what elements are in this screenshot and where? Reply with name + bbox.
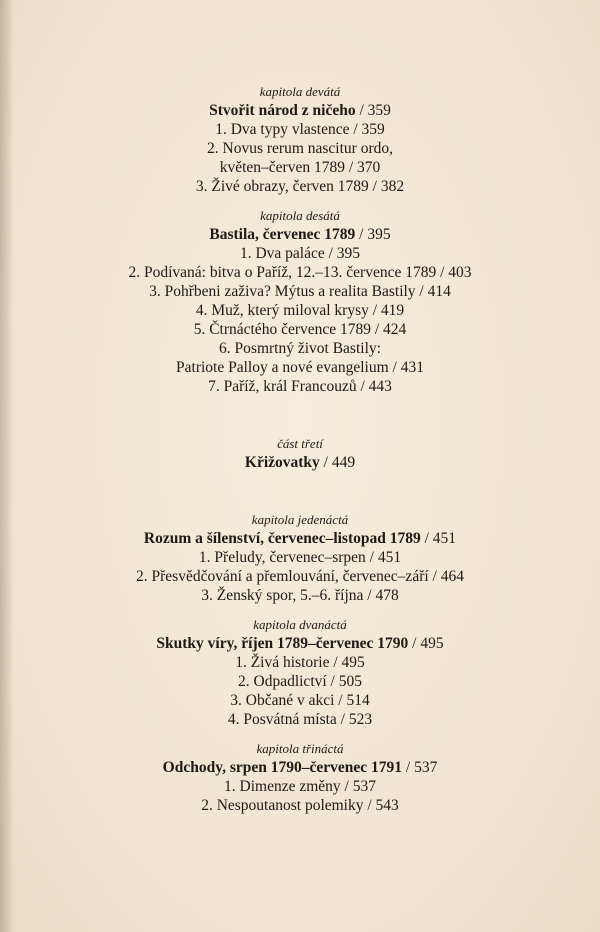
- toc-entry: 4. Muž, který miloval krysy / 419: [195, 302, 405, 319]
- toc-chapter-13: [0, 739, 600, 815]
- toc-part-3: [0, 434, 600, 472]
- chapter-title-text: Bastila, červenec 1789: [209, 226, 356, 243]
- chapter-title: [0, 101, 600, 120]
- chapter-title-text: Rozum a šílenství, červenec–listopad 1789: [143, 530, 421, 547]
- toc-entry: 2. Odpadlictví / 505: [238, 673, 362, 690]
- toc-entry: 5. Čtrnáctého července 1789 / 424: [193, 321, 407, 338]
- chapter-label: kapitola devátá: [259, 84, 341, 99]
- part-label: část třetí: [277, 436, 323, 451]
- chapter-label: kapitola dvanáctá: [253, 617, 347, 632]
- toc-entry: 2. Podívaná: bitva o Paříž, 12.–13. července 1789 / 403: [128, 264, 472, 281]
- part-page: / 449: [319, 454, 356, 471]
- toc-entry: 4. Posvátná místa / 523: [227, 711, 373, 728]
- chapter-title-text: Odchody, srpen 1790–červenec 1791: [162, 759, 403, 776]
- chapter-page: / 395: [355, 226, 391, 243]
- toc-entry: 1. Dva paláce / 395: [239, 245, 361, 262]
- toc-entry: 1. Dimenze změny / 537: [224, 778, 376, 795]
- toc-entry: 2. Novus rerum nascitur ordo,: [207, 140, 393, 157]
- chapter-page: / 537: [402, 759, 438, 776]
- part-title-text: Křižovatky: [244, 454, 320, 471]
- toc-entry: 3. Pohřbeni zaživa? Mýtus a realita Bastily / 414: [149, 283, 451, 300]
- chapter-title-text: Skutky víry, říjen 1789–červenec 1790: [156, 635, 409, 652]
- chapter-label: kapitola třináctá: [256, 741, 344, 756]
- chapter-title-text: Stvořit národ z ničeho: [209, 102, 356, 119]
- chapter-title: [0, 634, 600, 653]
- toc-entry: 3. Živé obrazy, červen 1789 / 382: [195, 178, 405, 195]
- chapter-title: [0, 758, 600, 777]
- chapter-title: [0, 225, 600, 244]
- part-title: [0, 453, 600, 472]
- toc-entry: 1. Dva typy vlastence / 359: [215, 121, 385, 138]
- section-gap: [0, 482, 600, 510]
- chapter-page: / 451: [420, 530, 457, 547]
- toc-entry: 2. Nespoutanost polemiky / 543: [201, 797, 399, 814]
- chapter-title: [0, 529, 600, 548]
- chapter-label: kapitola jedenáctá: [251, 512, 349, 527]
- chapter-label: kapitola desátá: [260, 208, 340, 223]
- toc-entry: 6. Posmrtný život Bastily:: [219, 340, 381, 357]
- toc-entry: 1. Přeludy, červenec–srpen / 451: [198, 549, 402, 566]
- toc-entry: květen–červen 1789 / 370: [219, 159, 381, 176]
- toc-entry: 3. Občané v akci / 514: [230, 692, 370, 709]
- toc-entry: 7. Paříž, král Francouzů / 443: [208, 378, 392, 395]
- toc-entry: 3. Ženský spor, 5.–6. října / 478: [201, 587, 399, 604]
- section-gap: [0, 406, 600, 434]
- chapter-page: / 495: [408, 635, 444, 652]
- toc-entry: 1. Živá historie / 495: [235, 654, 365, 671]
- table-of-contents: [0, 82, 600, 825]
- toc-entry: 2. Přesvědčování a přemlouvání, červenec–září / 464: [136, 568, 464, 585]
- toc-chapter-12: [0, 615, 600, 729]
- toc-chapter-9: [0, 82, 600, 196]
- toc-entry: Patriote Palloy a nové evangelium / 431: [176, 359, 424, 376]
- toc-chapter-10: [0, 206, 600, 396]
- toc-chapter-11: [0, 510, 600, 605]
- chapter-page: / 359: [355, 102, 391, 119]
